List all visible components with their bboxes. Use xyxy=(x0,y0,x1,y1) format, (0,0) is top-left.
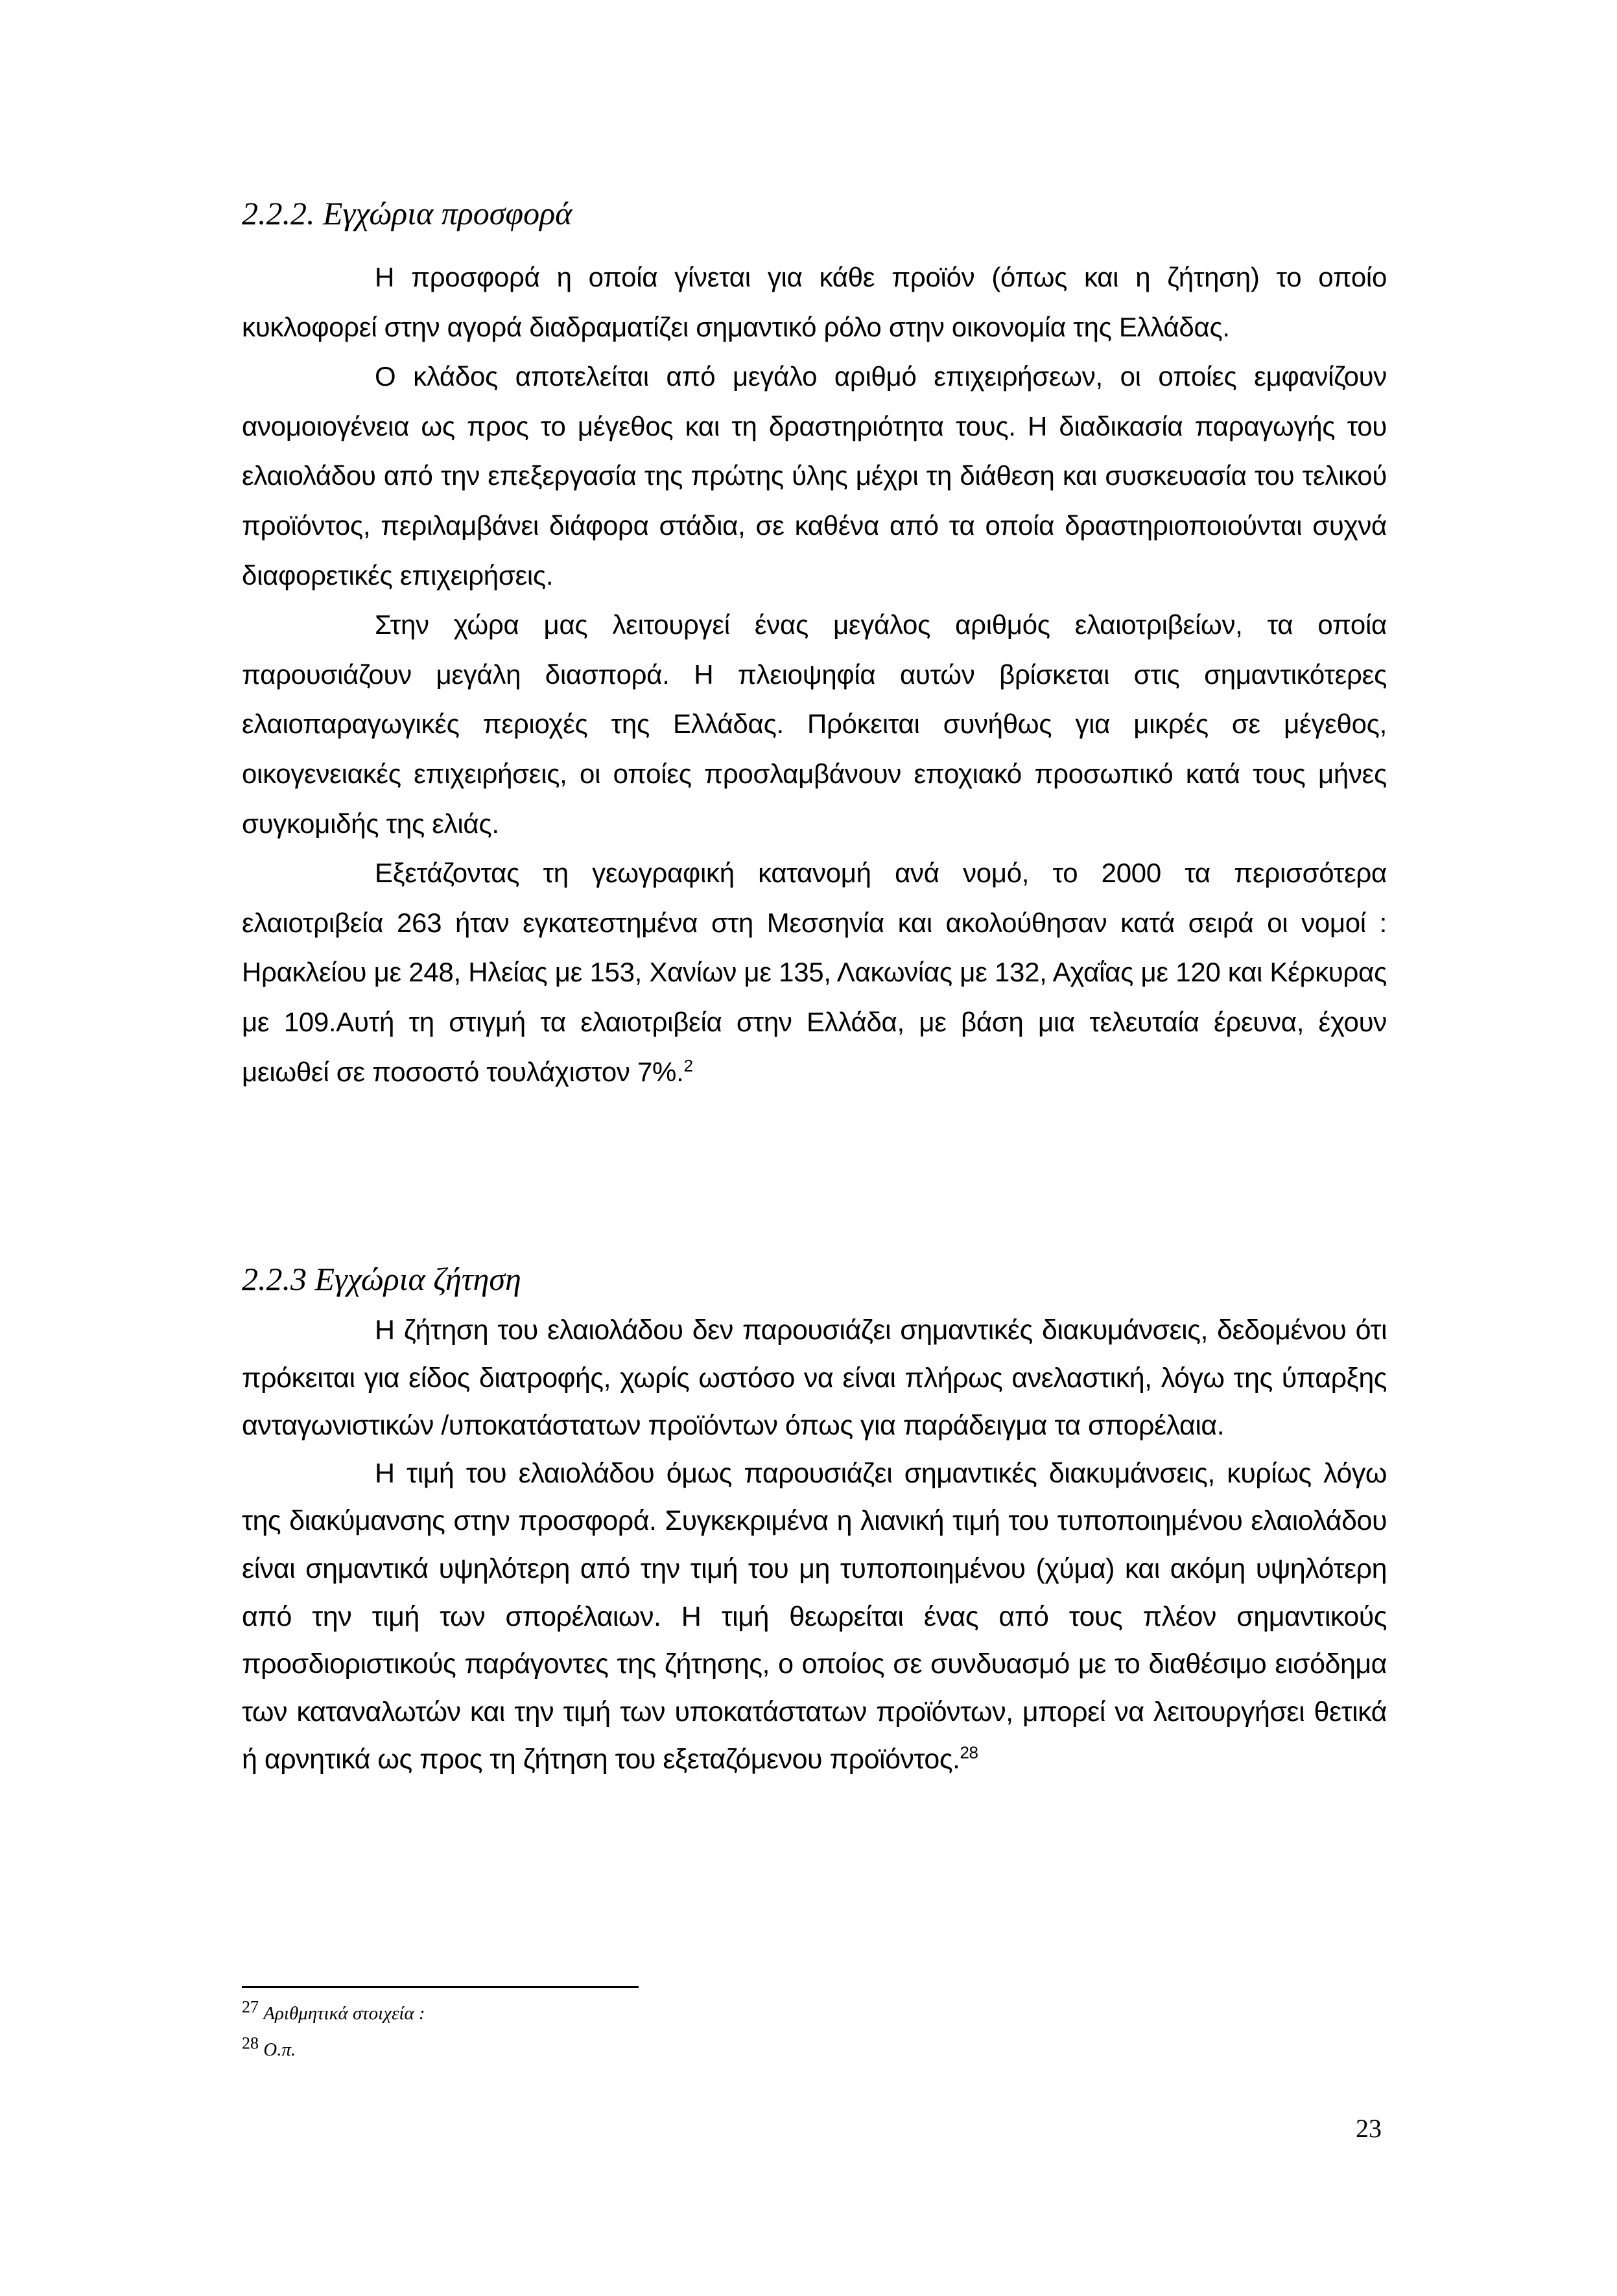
footnote-ref: 2 xyxy=(683,1055,693,1075)
footnote-text: Ο.π. xyxy=(263,2039,296,2060)
paragraph: Η προσφορά η οποία γίνεται για κάθε προϊόν (όπως και η ζήτηση) το οποίο κυκλοφορεί στην αγορά διαδραματίζει σημαντικό ρόλο στην οικονομία της Ελλάδας. xyxy=(242,262,1387,342)
footnote-ref: 28 xyxy=(960,1743,978,1763)
paragraph: Η ζήτηση του ελαιολάδου δεν παρουσιάζει σημαντικές διακυμάνσεις, δεδομένου ότι πρόκειται για είδος διατροφής, χωρίς ωστόσο να είναι πλήρως ανελαστική, λόγω της ύπαρξης ανταγωνιστικών /υποκατάστατων προϊόντων όπως για παράδειγμα τα σπορέλαια. xyxy=(242,1315,1387,1442)
paragraph: Η τιμή του ελαιολάδου όμως παρουσιάζει σημαντικές διακυμάνσεις, κυρίως λόγω της διακύμανσης στην προσφορά. Συγκεκριμένα η λιανική τιμή του τυποποιημένου ελαιολάδου είναι σημαντικά υψηλότερη από την τιμή του μη τυποποιημένου (χύμα) και ακόμη υψηλότερη από την τιμή των σπορέλαιων. Η τιμή θεωρείται ένας από τους πλέον σημαντικούς προσδιοριστικούς παράγοντες της ζήτησης, ο οποίος σε συνδυασμό με το διαθέσιμο εισόδημα των καταναλωτών και την τιμή των υποκατάστατων προϊόντων, μπορεί να λειτουργήσει θετικά ή αρνητικά ως προς τη ζήτηση του εξεταζόμενου προϊόντος. xyxy=(242,1457,1387,1775)
section-body-domestic-demand xyxy=(242,1307,1387,1784)
section-body-domestic-supply xyxy=(242,253,1387,1097)
section-heading-domestic-demand: 2.2.3 Εγχώρια ζήτηση xyxy=(242,1261,521,1297)
paragraph: Εξετάζοντας τη γεωγραφική κατανομή ανά νομό, το 2000 τα περισσότερα ελαιοτριβεία 263 ήταν εγκατεστημένα στη Μεσσηνία και ακολούθησαν κατά σειρά οι νομοί : Ηρακλείου με 248, Ηλείας με 153, Χανίων με 135, Λακωνίας με 132, Αχαΐας με 120 και Κέρκυρας με 109.Αυτή τη στιγμή τα ελαιοτριβεία στην Ελλάδα, με βάση μια τελευταία έρευνα, έχουν μειωθεί σε ποσοστό τουλάχιστον 7%. xyxy=(242,858,1387,1087)
footnote-divider xyxy=(242,1986,639,1988)
footnote-text: Αριθμητικά στοιχεία : xyxy=(263,2003,425,2024)
page-number: 23 xyxy=(1356,2114,1382,2143)
paragraph: Στην χώρα μας λειτουργεί ένας μεγάλος αριθμός ελαιοτριβείων, τα οποία παρουσιάζουν μεγάλη διασπορά. Η πλειοψηφία αυτών βρίσκεται στις σημαντικότερες ελαιοπαραγωγικές περιοχές της Ελλάδας. Πρόκειται συνήθως για μικρές σε μέγεθος, οικογενειακές επιχειρήσεις, οι οποίες προσλαμβάνουν εποχιακό προσωπικό κατά τους μήνες συγκομιδής της ελιάς. xyxy=(242,609,1387,839)
footnote xyxy=(242,1997,425,2024)
footnote-number: 28 xyxy=(242,2033,259,2053)
section-heading-domestic-supply: 2.2.2. Εγχώρια προσφορά xyxy=(242,195,572,231)
footnote-number: 27 xyxy=(242,1997,259,2017)
paragraph: Ο κλάδος αποτελείται από μεγάλο αριθμό επιχειρήσεων, οι οποίες εμφανίζουν ανομοιογένεια ως προς το μέγεθος και τη δραστηριότητα τους. Η διαδικασία παραγωγής του ελαιολάδου από την επεξεργασία της πρώτης ύλης μέχρι τη διάθεση και συσκευασία του τελικού προϊόντος, περιλαμβάνει διάφορα στάδια, σε καθένα από τα οποία δραστηριοποιούνται συχνά διαφορετικές επιχειρήσεις. xyxy=(242,361,1387,591)
footnote xyxy=(242,2033,296,2060)
